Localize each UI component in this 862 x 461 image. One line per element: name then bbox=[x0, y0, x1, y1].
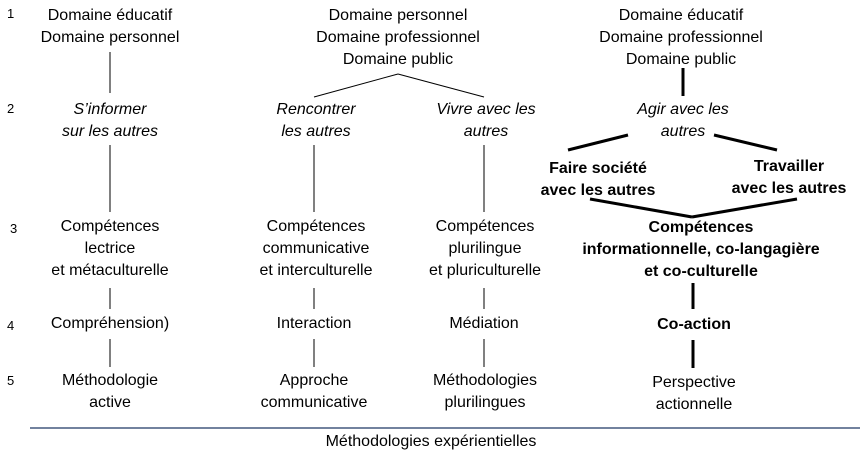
row-number-4: 4 bbox=[7, 318, 15, 333]
col4-domain: Domaine éducatif Domaine professionnel Domaine public bbox=[599, 7, 763, 68]
col1-competence: Compétences lectrice et métaculturelle bbox=[51, 218, 169, 279]
connector-col23-branch-left bbox=[314, 74, 398, 97]
col1-domain: Domaine éducatif Domaine personnel bbox=[40, 7, 180, 46]
col4-competence: Compétences informationnelle, co-langagière et co-culturelle bbox=[582, 219, 820, 280]
col3-action: Vivre avec les autres bbox=[436, 101, 536, 140]
col1-method: Méthodologie active bbox=[61, 372, 159, 411]
col1-activity: Compréhension) bbox=[50, 315, 170, 332]
col4-sub-left: Faire société avec les autres bbox=[540, 160, 656, 199]
connector-col4-right-merge bbox=[692, 199, 797, 217]
col2-competence: Compétences communicative et interculturelle bbox=[259, 218, 373, 279]
col2-activity: Interaction bbox=[276, 315, 352, 332]
row-number-3: 3 bbox=[10, 221, 18, 236]
col3-competence: Compétences plurilingue et pluriculturelle bbox=[428, 218, 542, 279]
col2-action: Rencontrer les autres bbox=[276, 101, 356, 140]
footer-label: Méthodologies expérientielles bbox=[325, 433, 537, 450]
row-number-5: 5 bbox=[7, 373, 15, 388]
col4-sub-right: Travailler avec les autres bbox=[731, 158, 847, 197]
col23-domain: Domaine personnel Domaine professionnel Domaine public bbox=[316, 7, 480, 68]
row-number-1: 1 bbox=[7, 6, 15, 21]
connector-col23-branch-right bbox=[398, 74, 484, 97]
col1-action: S’informer sur les autres bbox=[61, 101, 159, 140]
col3-method: Méthodologies plurilingues bbox=[432, 372, 538, 411]
col4-activity: Co-action bbox=[657, 316, 731, 333]
col3-activity: Médiation bbox=[449, 315, 519, 332]
row-number-2: 2 bbox=[7, 101, 15, 116]
col4-method: Perspective actionnelle bbox=[652, 374, 736, 413]
col4-action: Agir avec les autres bbox=[637, 101, 729, 140]
col2-method: Approche communicative bbox=[260, 372, 368, 411]
connector-col4-action-left bbox=[568, 135, 628, 150]
